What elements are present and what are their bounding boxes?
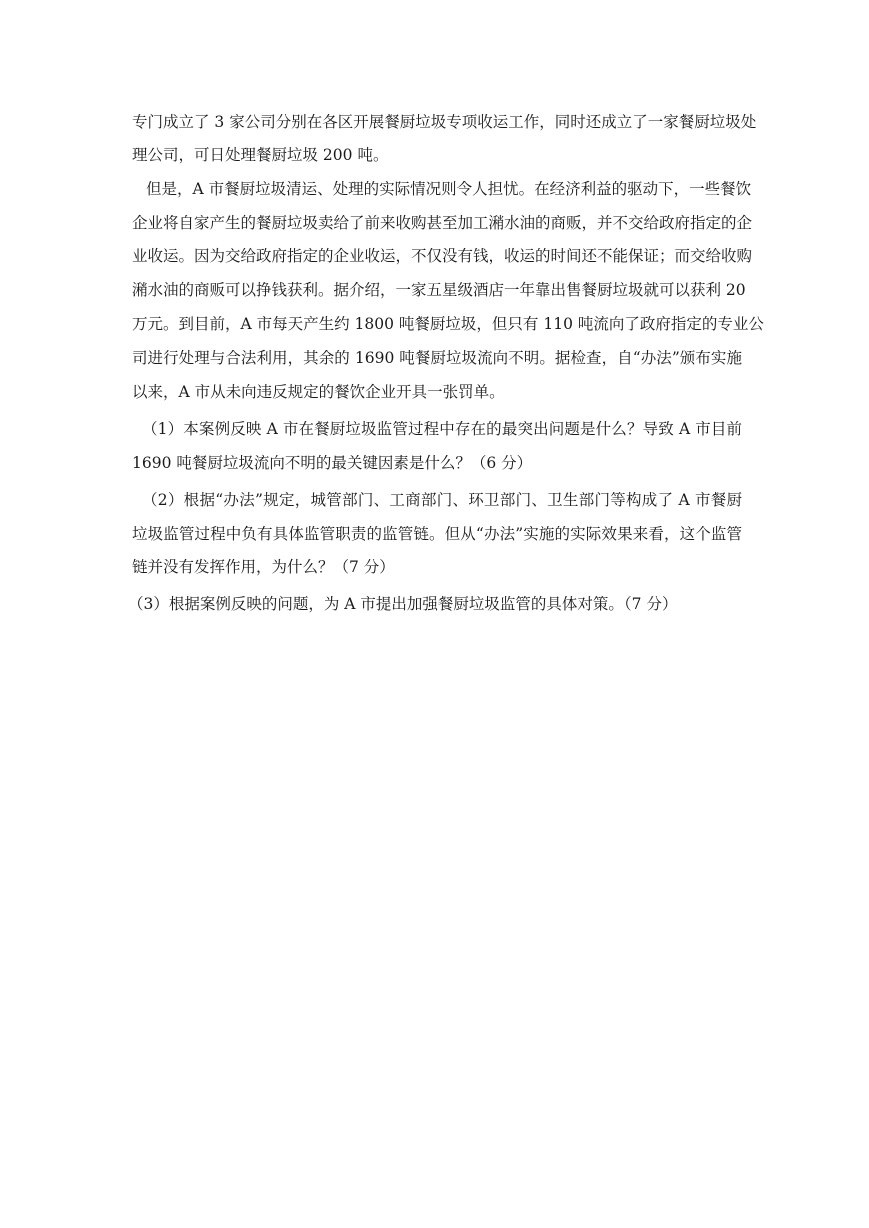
paragraph-line: 业收运。因为交给政府指定的企业收运，不仅没有钱，收运的时间还不能保证；而交给收购 [132, 247, 753, 265]
question-2-line: 链并没有发挥作用，为什么？（7 分） [132, 558, 395, 576]
paragraph-line: 以来，A 市从未向违反规定的餐饮企业开具一张罚单。 [132, 383, 505, 401]
question-3-line: （3）根据案例反映的问题，为 A 市提出加强餐厨垃圾监管的具体对策。（7 分） [128, 595, 678, 613]
paragraph-line: 万元。到目前，A 市每天产生约 1800 吨餐厨垃圾，但只有 110 吨流向了政府指定的专业公 [132, 315, 764, 333]
paragraph-line: 司进行处理与合法利用，其余的 1690 吨餐厨垃圾流向不明。据检查，自“办法”颁布实施 [132, 349, 742, 367]
paragraph-line: 企业将自家产生的餐厨垃圾卖给了前来收购甚至加工潲水油的商贩，并不交给政府指定的企 [132, 214, 753, 232]
question-1-line: 1690 吨餐厨垃圾流向不明的最关键因素是什么？（6 分） [132, 454, 533, 472]
question-2-line: 垃圾监管过程中负有具体监管职责的监管链。但从“办法”实施的实际效果来看，这个监管 [132, 525, 742, 543]
paragraph-line: 专门成立了 3 家公司分别在各区开展餐厨垃圾专项收运工作，同时还成立了一家餐厨垃圾处 [132, 113, 757, 131]
question-2-line: （2）根据“办法”规定，城管部门、工商部门、环卫部门、卫生部门等构成了 A 市餐厨 [142, 491, 742, 509]
paragraph-line: 理公司，可日处理餐厨垃圾 200 吨。 [132, 146, 389, 164]
question-1-line: （1）本案例反映 A 市在餐厨垃圾监管过程中存在的最突出问题是什么？导致 A 市目前 [142, 420, 742, 438]
paragraph-line: 但是，A 市餐厨垃圾清运、处理的实际情况则令人担忧。在经济利益的驱动下，一些餐饮 [146, 180, 752, 198]
paragraph-line: 潲水油的商贩可以挣钱获利。据介绍，一家五星级酒店一年靠出售餐厨垃圾就可以获利 20 [132, 281, 746, 299]
